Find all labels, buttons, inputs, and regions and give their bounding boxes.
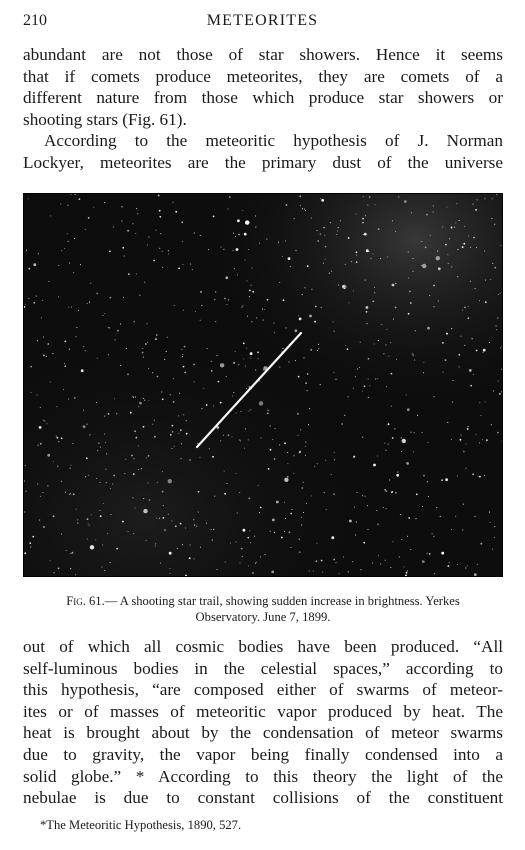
figure-label: Fig. 61. [66, 594, 105, 608]
text-line: ites or of masses of meteoritic vapor produced by heat. The [23, 701, 503, 721]
text-line: due to gravity, the vapor being finally condensed into a [23, 744, 503, 764]
text-line: shooting stars (Fig. 61). [23, 109, 187, 129]
star-field-image [24, 194, 502, 576]
top-paragraph [23, 44, 503, 174]
running-head: METEORITES [206, 12, 319, 29]
text-line: self-luminous bodies in the celestial spaces,” according to [23, 658, 503, 678]
figure-caption [23, 594, 503, 625]
star-field-photograph [23, 193, 503, 577]
text-line: abundant are not those of star showers. Hence it seems [23, 45, 503, 64]
text-line: different nature from those which produce star showers or [23, 88, 503, 108]
caption-line-2: Observatory. June 7, 1899. [195, 609, 331, 624]
text-line: Lockyer, meteorites are the primary dust of the universe [23, 152, 503, 172]
page-header [23, 12, 502, 34]
caption-line-1 [23, 594, 503, 610]
text-line: heat is brought about by the condensation of meteor swarms [23, 723, 503, 743]
bottom-paragraph [23, 636, 503, 809]
text-line: solid globe.” * According to this theory the light of the [23, 766, 503, 786]
text-line: nebulae is due to constant collisions of the constituent [23, 788, 503, 808]
text-line: this hypothesis, “are composed either of swarms of meteor- [23, 680, 503, 700]
footnote: *The Meteoritic Hypothesis, 1890, 527. [40, 818, 242, 832]
text-line: that if comets produce meteorites, they are comets of a [23, 66, 503, 86]
page-number: 210 [23, 12, 47, 29]
caption-text: — A shooting star trail, showing sudden increase in brightness. Yerkes [104, 594, 460, 608]
text-line: According to the meteoritic hypothesis of J. Norman [44, 131, 503, 151]
text-line: out of which all cosmic bodies have been produced. “All [23, 637, 503, 656]
